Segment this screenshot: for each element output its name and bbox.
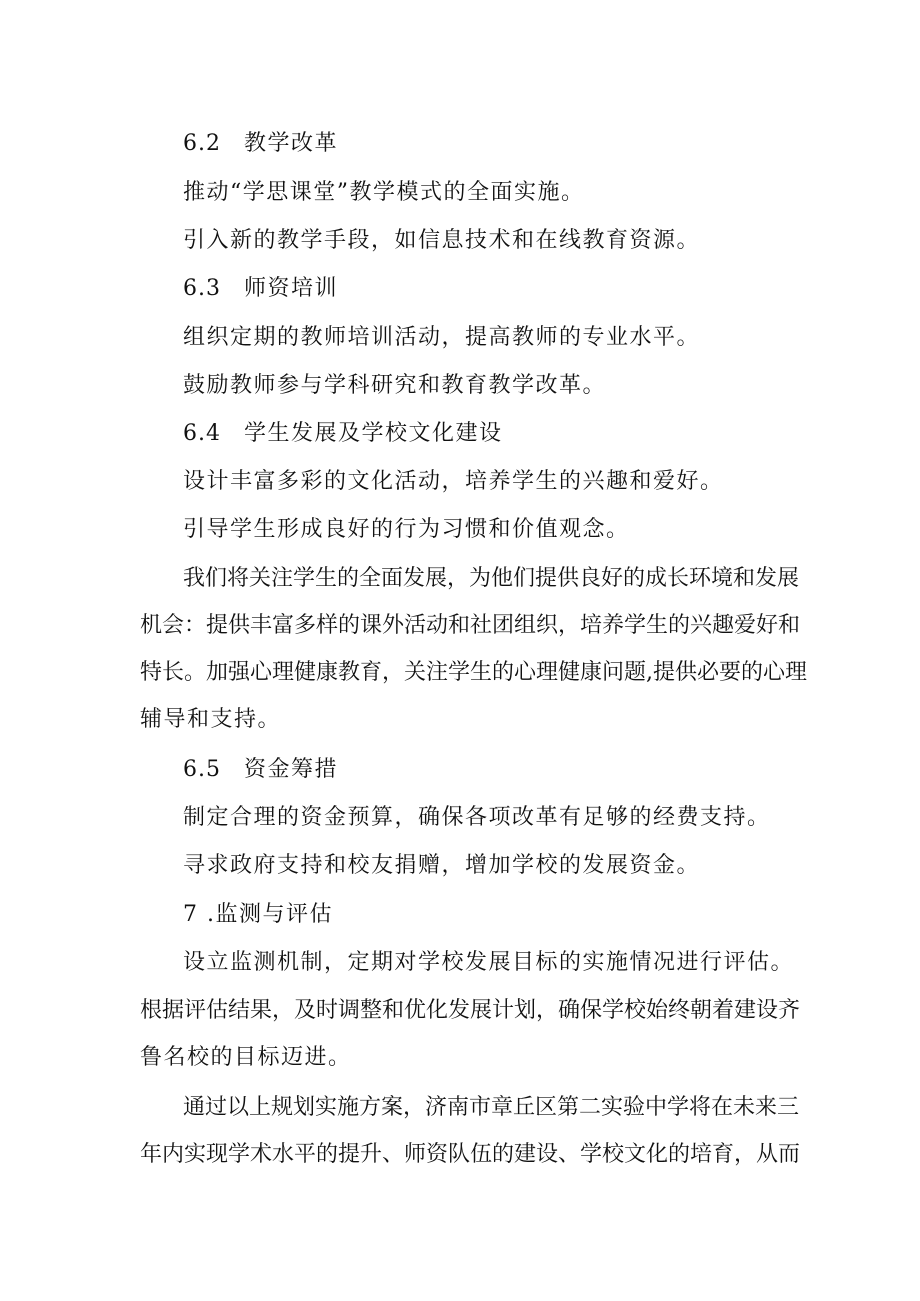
section-number: 6.2	[183, 131, 221, 156]
list-item: 引入新的教学手段，如信息技术和在线教育资源。	[183, 228, 701, 253]
list-item: 寻求政府支持和校友捐赠，增加学校的发展资金。	[183, 853, 701, 878]
list-item: 制定合理的资金预算，确保各项改革有足够的经费支持。	[183, 805, 771, 830]
paragraph-line: 机会：提供丰富多样的课外活动和社团组织，培养学生的兴趣爱好和	[140, 613, 801, 638]
section-number: 6.3	[183, 276, 221, 301]
paragraph-line: 根据评估结果，及时调整和优化发展计划，确保学校始终朝着建设齐	[140, 998, 801, 1023]
section-title: 资金筹措	[244, 757, 339, 782]
list-item: 推动“学思课堂”教学模式的全面实施。	[183, 180, 585, 205]
paragraph-line: 特长。加强心理健康教育，关注学生的心理健康问题,提供必要的心理	[140, 660, 807, 685]
paragraph-line: 通过以上规划实施方案，济南市章丘区第二实验中学将在未来三	[183, 1095, 800, 1120]
section-heading-6-2	[183, 131, 338, 157]
section-heading-6-3	[183, 276, 338, 302]
paragraph-line: 设立监测机制，定期对学校发展目标的实施情况进行评估。	[183, 950, 795, 975]
paragraph-line: 鲁名校的目标迈进。	[140, 1045, 352, 1070]
list-item: 组织定期的教师培训活动，提高教师的专业水平。	[183, 325, 701, 350]
section-heading-6-5	[183, 757, 338, 783]
paragraph-line: 我们将关注学生的全面发展，为他们提供良好的成长环境和发展	[183, 566, 800, 591]
paragraph-line: 年内实现学术水平的提升、师资队伍的建设、学校文化的培育，从而	[140, 1142, 801, 1167]
list-item: 鼓励教师参与学科研究和教育教学改革。	[183, 373, 607, 398]
section-number: 6.5	[183, 757, 221, 782]
list-item: 引导学生形成良好的行为习惯和价值观念。	[183, 517, 630, 542]
section-heading-6-4	[183, 421, 503, 447]
list-item: 设计丰富多彩的文化活动，培养学生的兴趣和爱好。	[183, 469, 724, 494]
section-heading-7: 7 .监测与评估	[183, 902, 333, 927]
section-title: 师资培训	[244, 276, 339, 301]
section-title: 学生发展及学校文化建设	[244, 421, 503, 446]
paragraph-line: 辅导和支持。	[140, 707, 282, 732]
section-number: 6.4	[183, 421, 221, 446]
section-title: 教学改革	[244, 131, 339, 156]
